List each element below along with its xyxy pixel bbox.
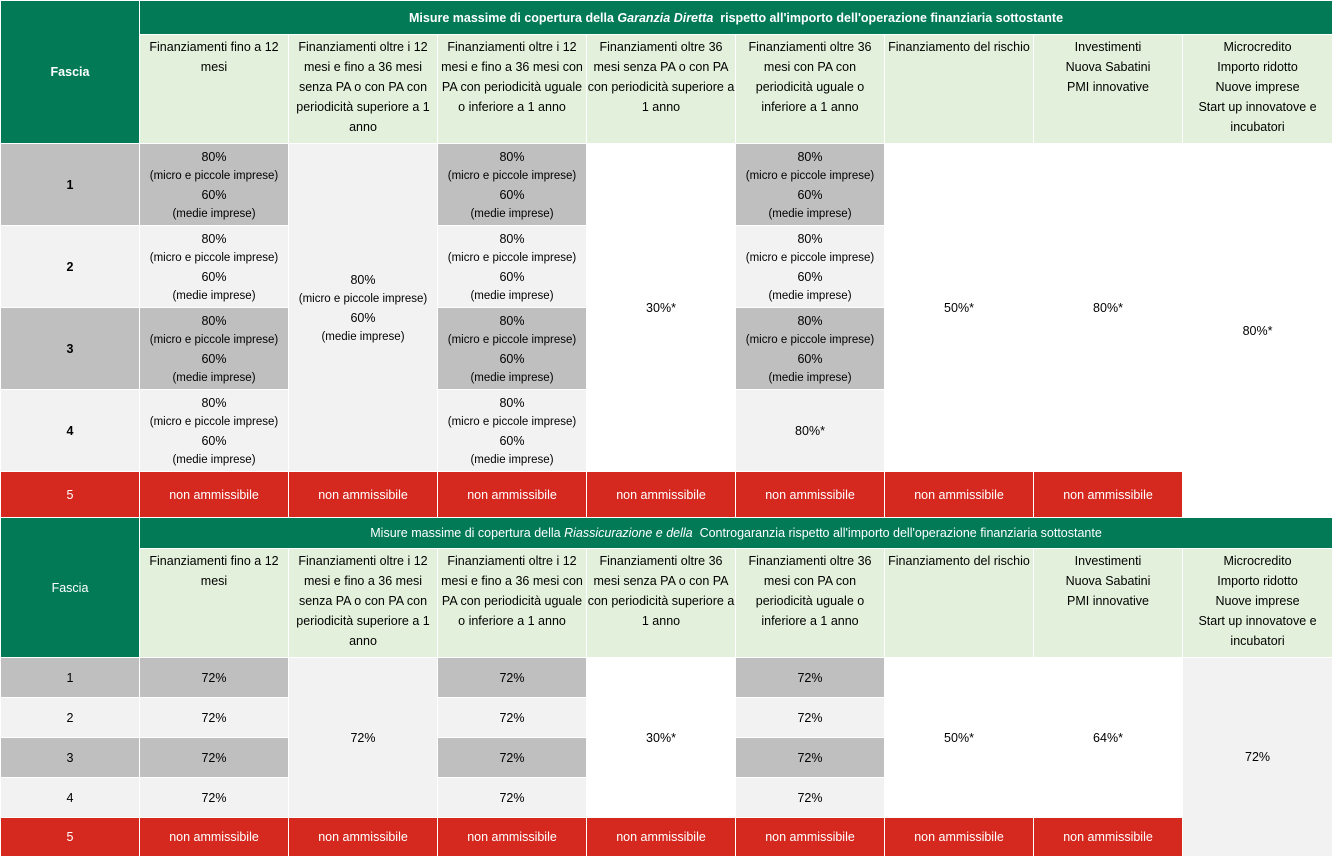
company-size-label: (micro e piccole imprese)	[447, 169, 577, 182]
percentage-value: 80%	[201, 395, 227, 410]
percentage-value: 60%	[797, 187, 823, 202]
non-ammissibile-cell: non ammissibile	[1034, 818, 1183, 857]
percentage-value: 60%	[201, 433, 227, 448]
percentage-value: 60%	[201, 351, 227, 366]
percentage-value: 60%	[350, 310, 376, 325]
column-header: Investimenti Nuova Sabatini PMI innovative	[1034, 35, 1183, 144]
coverage-cell: 72%	[289, 658, 438, 818]
percentage-value: 80%	[350, 272, 376, 287]
percentage-value: 80%	[201, 313, 227, 328]
coverage-cell: 72%	[438, 778, 587, 818]
company-size-label: (micro e piccole imprese)	[149, 415, 279, 428]
non-ammissibile-cell: non ammissibile	[1034, 472, 1183, 519]
percentage-value: 60%	[201, 269, 227, 284]
company-size-label: (medie imprese)	[470, 453, 554, 466]
coverage-cell	[438, 226, 587, 308]
coverage-cell: 72%	[1183, 658, 1332, 857]
percentage-value: 60%	[499, 187, 525, 202]
percentage-value: 80%	[797, 149, 823, 164]
coverage-cell: 80%*	[736, 390, 885, 472]
fascia-cell: 4	[1, 778, 140, 818]
non-ammissibile-cell: non ammissibile	[885, 472, 1034, 519]
percentage-value: 80%	[201, 231, 227, 246]
coverage-cell	[140, 308, 289, 390]
company-size-label: (micro e piccole imprese)	[447, 251, 577, 264]
table-title: Misure massime di copertura della Garanzia Diretta rispetto all'importo dell'operazione finanziaria sottostante	[140, 1, 1332, 35]
percentage-value: 80%	[499, 313, 525, 328]
column-header: Finanziamenti oltre i 12 mesi e fino a 36 mesi senza PA o con PA con periodicità superiore a 1 anno	[289, 35, 438, 144]
percentage-value: 60%	[499, 269, 525, 284]
fascia-cell: 4	[1, 390, 140, 472]
coverage-cell	[438, 390, 587, 472]
column-header: Microcredito Importo ridotto Nuove imprese Start up innovatove e incubatori	[1183, 549, 1332, 658]
fascia-cell: 1	[1, 144, 140, 226]
percentage-value: 80%	[499, 231, 525, 246]
non-ammissibile-cell: non ammissibile	[736, 472, 885, 519]
company-size-label: (micro e piccole imprese)	[149, 169, 279, 182]
company-size-label: (medie imprese)	[470, 371, 554, 384]
non-ammissibile-cell: non ammissibile	[885, 818, 1034, 857]
column-header: Investimenti Nuova Sabatini PMI innovative	[1034, 549, 1183, 658]
company-size-label: (medie imprese)	[768, 207, 852, 220]
fascia-cell: 2	[1, 698, 140, 738]
column-header: Finanziamento del rischio	[885, 35, 1034, 144]
fascia-cell: 5	[1, 472, 140, 519]
coverage-cell: 72%	[736, 778, 885, 818]
coverage-cell	[289, 144, 438, 472]
company-size-label: (medie imprese)	[172, 207, 256, 220]
coverage-cell: 50%*	[885, 658, 1034, 818]
coverage-cell	[438, 144, 587, 226]
column-header: Finanziamenti fino a 12 mesi	[140, 35, 289, 144]
column-header: Finanziamenti oltre 36 mesi senza PA o con PA con periodicità superiore a 1 anno	[587, 549, 736, 658]
percentage-value: 60%	[499, 351, 525, 366]
fascia-cell: 3	[1, 738, 140, 778]
column-header: Finanziamento del rischio	[885, 549, 1034, 658]
column-header: Finanziamenti oltre i 12 mesi e fino a 36 mesi con PA con periodicità uguale o inferiore a 1 anno	[438, 549, 587, 658]
coverage-cell	[736, 308, 885, 390]
fascia-header: Fascia	[1, 1, 140, 144]
company-size-label: (micro e piccole imprese)	[745, 169, 875, 182]
non-ammissibile-cell: non ammissibile	[736, 818, 885, 857]
company-size-label: (micro e piccole imprese)	[149, 251, 279, 264]
percentage-value: 60%	[201, 187, 227, 202]
company-size-label: (medie imprese)	[172, 453, 256, 466]
fascia-header: Fascia	[1, 518, 140, 658]
coverage-cell: 72%	[736, 658, 885, 698]
column-header: Finanziamenti oltre i 12 mesi e fino a 36 mesi con PA con periodicità uguale o inferiore a 1 anno	[438, 35, 587, 144]
company-size-label: (medie imprese)	[768, 371, 852, 384]
column-header: Microcredito Importo ridotto Nuove imprese Start up innovatove e incubatori	[1183, 35, 1332, 144]
non-ammissibile-cell: non ammissibile	[289, 472, 438, 519]
coverage-cell	[140, 390, 289, 472]
fascia-cell: 3	[1, 308, 140, 390]
coverage-cell: 72%	[438, 658, 587, 698]
coverage-cell: 80%*	[1183, 144, 1332, 519]
company-size-label: (micro e piccole imprese)	[745, 251, 875, 264]
coverage-cell: 72%	[736, 738, 885, 778]
coverage-cell	[140, 144, 289, 226]
coverage-cell: 72%	[140, 778, 289, 818]
percentage-value: 60%	[499, 433, 525, 448]
riassicurazione-table	[0, 517, 1332, 857]
company-size-label: (micro e piccole imprese)	[149, 333, 279, 346]
column-header: Finanziamenti oltre 36 mesi con PA con periodicità uguale o inferiore a 1 anno	[736, 35, 885, 144]
percentage-value: 80%	[499, 149, 525, 164]
percentage-value: 80%	[201, 149, 227, 164]
non-ammissibile-cell: non ammissibile	[438, 472, 587, 519]
non-ammissibile-cell: non ammissibile	[438, 818, 587, 857]
non-ammissibile-cell: non ammissibile	[140, 818, 289, 857]
coverage-cell	[736, 144, 885, 226]
coverage-cell: 30%*	[587, 144, 736, 472]
coverage-cell: 50%*	[885, 144, 1034, 472]
company-size-label: (micro e piccole imprese)	[447, 415, 577, 428]
column-header: Finanziamenti fino a 12 mesi	[140, 549, 289, 658]
company-size-label: (medie imprese)	[172, 371, 256, 384]
company-size-label: (medie imprese)	[470, 289, 554, 302]
non-ammissibile-cell: non ammissibile	[587, 818, 736, 857]
company-size-label: (micro e piccole imprese)	[447, 333, 577, 346]
coverage-cell: 72%	[140, 698, 289, 738]
company-size-label: (medie imprese)	[321, 330, 405, 343]
fascia-cell: 1	[1, 658, 140, 698]
coverage-cell: 72%	[438, 698, 587, 738]
table-title: Misure massime di copertura della Riassicurazione e della Controgaranzia rispetto all'importo dell'operazione finanziaria sottostante	[140, 518, 1332, 549]
non-ammissibile-cell: non ammissibile	[289, 818, 438, 857]
fascia-cell: 5	[1, 818, 140, 857]
coverage-cell: 72%	[140, 738, 289, 778]
percentage-value: 80%	[797, 231, 823, 246]
percentage-value: 80%	[797, 313, 823, 328]
percentage-value: 60%	[797, 351, 823, 366]
coverage-cell: 64%*	[1034, 658, 1183, 818]
coverage-cell: 72%	[736, 698, 885, 738]
column-header: Finanziamenti oltre i 12 mesi e fino a 36 mesi senza PA o con PA con periodicità superiore a 1 anno	[289, 549, 438, 658]
column-header: Finanziamenti oltre 36 mesi con PA con periodicità uguale o inferiore a 1 anno	[736, 549, 885, 658]
fascia-cell: 2	[1, 226, 140, 308]
company-size-label: (medie imprese)	[470, 207, 554, 220]
coverage-cell	[140, 226, 289, 308]
coverage-cell	[736, 226, 885, 308]
coverage-cell: 72%	[140, 658, 289, 698]
company-size-label: (micro e piccole imprese)	[298, 292, 428, 305]
coverage-cell	[438, 308, 587, 390]
percentage-value: 60%	[797, 269, 823, 284]
percentage-value: 80%	[499, 395, 525, 410]
coverage-cell: 30%*	[587, 658, 736, 818]
non-ammissibile-cell: non ammissibile	[587, 472, 736, 519]
column-header: Finanziamenti oltre 36 mesi senza PA o con PA con periodicità superiore a 1 anno	[587, 35, 736, 144]
company-size-label: (medie imprese)	[172, 289, 256, 302]
company-size-label: (medie imprese)	[768, 289, 852, 302]
coverage-cell: 80%*	[1034, 144, 1183, 472]
non-ammissibile-cell: non ammissibile	[140, 472, 289, 519]
coverage-cell: 72%	[438, 738, 587, 778]
company-size-label: (micro e piccole imprese)	[745, 333, 875, 346]
